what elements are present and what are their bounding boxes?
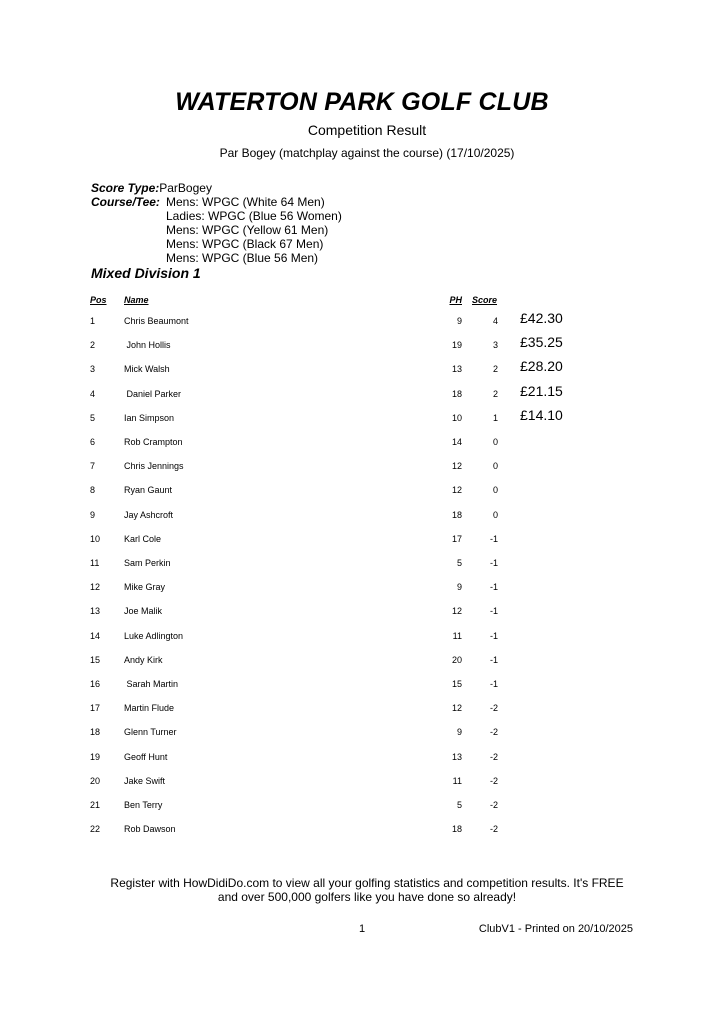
row-handicap: 12 [451, 606, 462, 616]
table-row [0, 558, 724, 578]
tee-line: Mens: WPGC (Black 67 Men) [166, 237, 324, 251]
row-player-name: Ian Simpson [124, 413, 175, 423]
table-row [0, 358, 724, 384]
document-subtitle: Competition Result [307, 122, 427, 138]
row-score: 0 [492, 485, 498, 495]
row-player-name: Ryan Gaunt [124, 485, 173, 495]
competition-description: Par Bogey (matchplay against the course) (17/10/2025) [219, 146, 515, 160]
course-tee-label: Course/Tee: [91, 195, 160, 209]
column-header-name: Name [124, 295, 149, 305]
table-row [0, 310, 724, 336]
row-handicap: 13 [451, 364, 462, 374]
row-position: 13 [90, 606, 101, 616]
row-player-name: Sarah Martin [124, 679, 179, 689]
row-handicap: 17 [451, 534, 462, 544]
row-handicap: 9 [456, 316, 462, 326]
row-prize: £42.30 [520, 310, 563, 326]
row-handicap: 18 [451, 389, 462, 399]
row-score: -1 [489, 606, 498, 616]
row-handicap: 11 [452, 631, 462, 641]
table-row [0, 631, 724, 651]
row-score: 4 [492, 316, 498, 326]
tee-line: Mens: WPGC (Yellow 61 Men) [166, 223, 329, 237]
row-position: 3 [90, 364, 96, 374]
table-row [0, 461, 724, 481]
row-player-name: Mike Gray [124, 582, 166, 592]
row-handicap: 15 [451, 679, 462, 689]
row-score: 1 [492, 413, 498, 423]
table-row [0, 606, 724, 626]
row-position: 22 [90, 824, 101, 834]
row-player-name: Rob Crampton [124, 437, 183, 447]
row-player-name: Joe Malik [124, 606, 163, 616]
row-position: 9 [90, 510, 96, 520]
row-score: -2 [489, 800, 498, 810]
row-score: 2 [492, 364, 498, 374]
row-position: 14 [90, 631, 101, 641]
row-handicap: 5 [456, 800, 462, 810]
row-score: 0 [492, 461, 498, 471]
table-row [0, 510, 724, 530]
row-player-name: Ben Terry [124, 800, 163, 810]
row-position: 16 [90, 679, 101, 689]
table-row [0, 824, 724, 844]
row-player-name: Rob Dawson [124, 824, 176, 834]
row-player-name: Jake Swift [124, 776, 166, 786]
row-player-name: Glenn Turner [124, 727, 177, 737]
row-prize: £14.10 [520, 407, 563, 423]
row-player-name: Daniel Parker [124, 389, 182, 399]
score-type-row [91, 181, 212, 195]
row-score: -1 [489, 631, 498, 641]
row-score: -1 [489, 534, 498, 544]
row-position: 19 [90, 752, 101, 762]
row-handicap: 10 [451, 413, 462, 423]
row-position: 15 [90, 655, 101, 665]
table-row [0, 703, 724, 723]
table-row [0, 727, 724, 747]
row-handicap: 13 [451, 752, 462, 762]
row-handicap: 11 [452, 776, 462, 786]
row-score: -1 [489, 558, 498, 568]
row-position: 11 [90, 558, 100, 568]
page-number: 1 [359, 923, 366, 935]
row-player-name: Chris Beaumont [124, 316, 189, 326]
row-score: -1 [489, 582, 498, 592]
row-position: 5 [90, 413, 96, 423]
row-handicap: 9 [456, 727, 462, 737]
tee-list [166, 195, 342, 265]
tee-line: Mens: WPGC (White 64 Men) [166, 195, 325, 209]
row-handicap: 12 [451, 461, 462, 471]
row-player-name: Karl Cole [124, 534, 162, 544]
column-header-ph: PH [449, 295, 462, 305]
row-score: 2 [492, 389, 498, 399]
row-player-name: Andy Kirk [124, 655, 163, 665]
row-player-name: Mick Walsh [124, 364, 170, 374]
row-handicap: 5 [456, 558, 462, 568]
row-score: -2 [489, 824, 498, 834]
row-position: 4 [90, 389, 96, 399]
course-tee-row [91, 195, 342, 265]
row-handicap: 18 [451, 510, 462, 520]
table-row [0, 534, 724, 554]
table-row [0, 655, 724, 675]
row-score: -2 [489, 752, 498, 762]
table-row [0, 485, 724, 505]
row-handicap: 12 [451, 485, 462, 495]
score-type-label: Score Type: [91, 181, 160, 195]
row-position: 18 [90, 727, 101, 737]
row-prize: £28.20 [520, 358, 563, 374]
table-row [0, 752, 724, 772]
row-player-name: Geoff Hunt [124, 752, 168, 762]
row-position: 12 [90, 582, 101, 592]
competition-meta [91, 181, 342, 265]
row-prize: £21.15 [520, 383, 563, 399]
row-player-name: Sam Perkin [124, 558, 171, 568]
row-player-name: Martin Flude [124, 703, 175, 713]
column-header-score: Score [472, 295, 498, 305]
row-score: -2 [489, 776, 498, 786]
row-score: 0 [492, 437, 498, 447]
club-name: WATERTON PARK GOLF CLUB [175, 88, 549, 116]
row-handicap: 19 [451, 340, 462, 350]
row-handicap: 14 [451, 437, 462, 447]
row-position: 20 [90, 776, 101, 786]
score-type-value: ParBogey [159, 181, 212, 195]
column-header-pos: Pos [90, 295, 107, 305]
row-handicap: 12 [451, 703, 462, 713]
row-handicap: 20 [451, 655, 462, 665]
row-player-name: Jay Ashcroft [124, 510, 174, 520]
table-row [0, 334, 724, 360]
row-player-name: Chris Jennings [124, 461, 184, 471]
table-row [0, 437, 724, 457]
row-score: -1 [489, 655, 498, 665]
row-player-name: John Hollis [124, 340, 171, 350]
row-position: 8 [90, 485, 96, 495]
division-title: Mixed Division 1 [91, 265, 201, 281]
table-row [0, 407, 724, 433]
row-score: 0 [492, 510, 498, 520]
table-row [0, 800, 724, 820]
row-position: 2 [90, 340, 96, 350]
row-position: 10 [90, 534, 101, 544]
footer-note [0, 876, 724, 904]
row-score: -2 [489, 703, 498, 713]
table-row [0, 582, 724, 602]
row-position: 21 [90, 800, 101, 810]
table-row [0, 776, 724, 796]
row-score: 3 [492, 340, 498, 350]
table-row [0, 383, 724, 409]
row-position: 7 [90, 461, 96, 471]
tee-line: Mens: WPGC (Blue 56 Men) [166, 251, 319, 265]
row-handicap: 9 [456, 582, 462, 592]
row-score: -1 [489, 679, 498, 689]
row-position: 17 [90, 703, 101, 713]
table-row [0, 679, 724, 699]
row-score: -2 [489, 727, 498, 737]
row-position: 1 [90, 316, 96, 326]
footer-note-line-2: and over 500,000 golfers like you have done so already! [217, 890, 517, 904]
row-handicap: 18 [451, 824, 462, 834]
tee-line: Ladies: WPGC (Blue 56 Women) [166, 209, 342, 223]
row-position: 6 [90, 437, 96, 447]
printed-info: ClubV1 - Printed on 20/10/2025 [478, 923, 633, 935]
row-prize: £35.25 [520, 334, 563, 350]
footer-note-line-1: Register with HowDidiDo.com to view all your golfing statistics and competition results. It's FREE [110, 876, 624, 890]
row-player-name: Luke Adlington [124, 631, 184, 641]
